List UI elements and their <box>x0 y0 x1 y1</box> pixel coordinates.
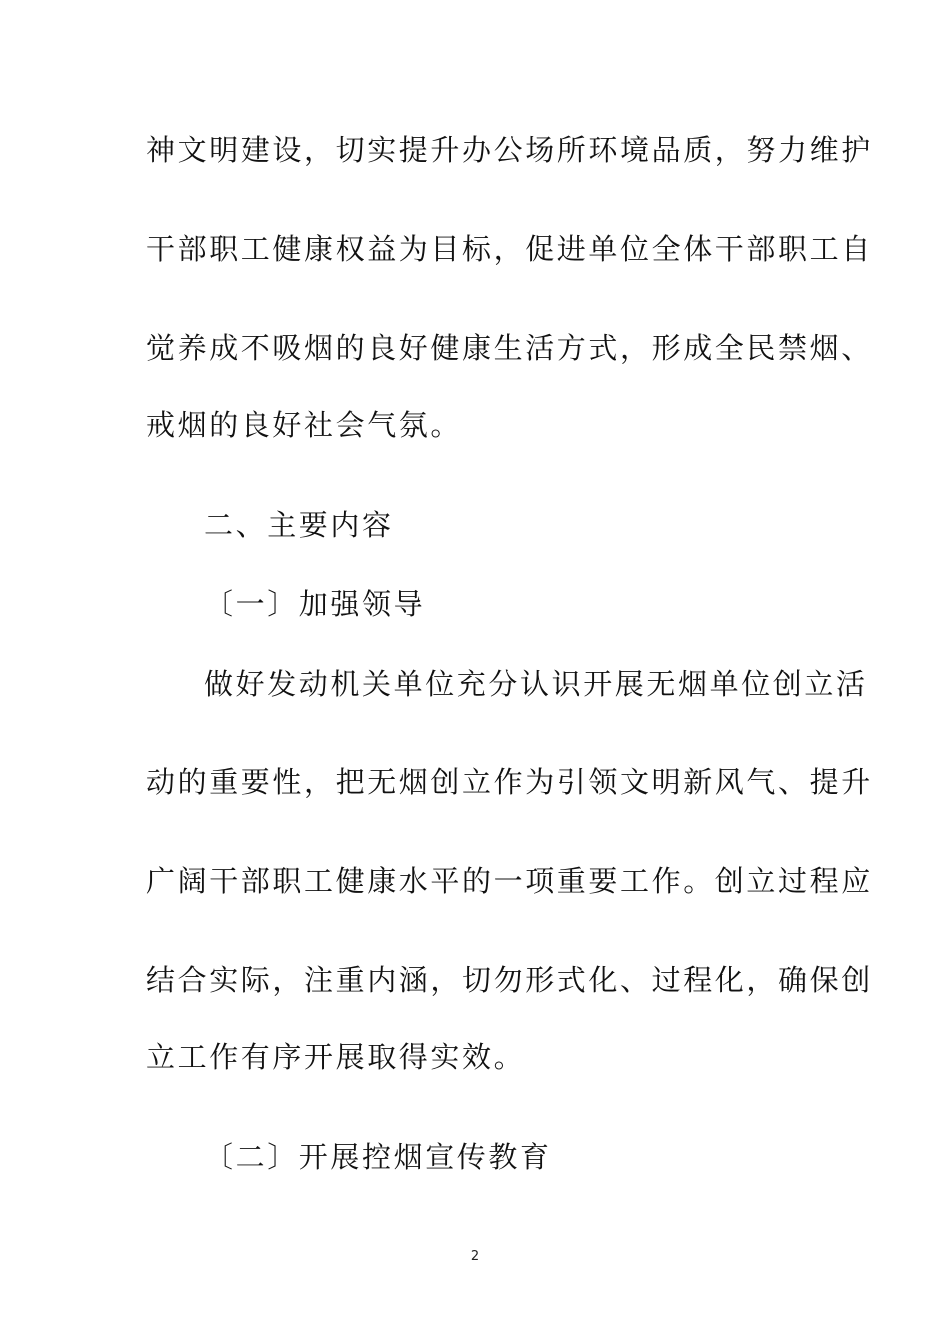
body-text-line: 觉养成不吸烟的良好健康生活方式，形成全民禁烟、 <box>146 331 873 365</box>
subsection-heading: 〔一〕加强领导 <box>204 587 426 621</box>
body-text-line: 做好发动机关单位充分认识开展无烟单位创立活 <box>204 667 868 701</box>
body-text-line: 干部职工健康权益为目标，促进单位全体干部职工自 <box>146 232 873 266</box>
body-text-line: 广阔干部职工健康水平的一项重要工作。创立过程应 <box>146 864 873 898</box>
body-text-line: 动的重要性，把无烟创立作为引领文明新风气、提升 <box>146 765 873 799</box>
body-text-line: 戒烟的良好社会气氛。 <box>146 408 463 442</box>
body-text-line: 神文明建设，切实提升办公场所环境品质，努力维护 <box>146 133 873 167</box>
section-heading: 二、主要内容 <box>204 508 394 542</box>
body-text-line: 立工作有序开展取得实效。 <box>146 1040 526 1074</box>
body-text-line: 结合实际，注重内涵，切勿形式化、过程化，确保创 <box>146 963 873 997</box>
subsection-heading: 〔二〕开展控烟宣传教育 <box>204 1140 552 1174</box>
page-number: 2 <box>470 1249 480 1264</box>
